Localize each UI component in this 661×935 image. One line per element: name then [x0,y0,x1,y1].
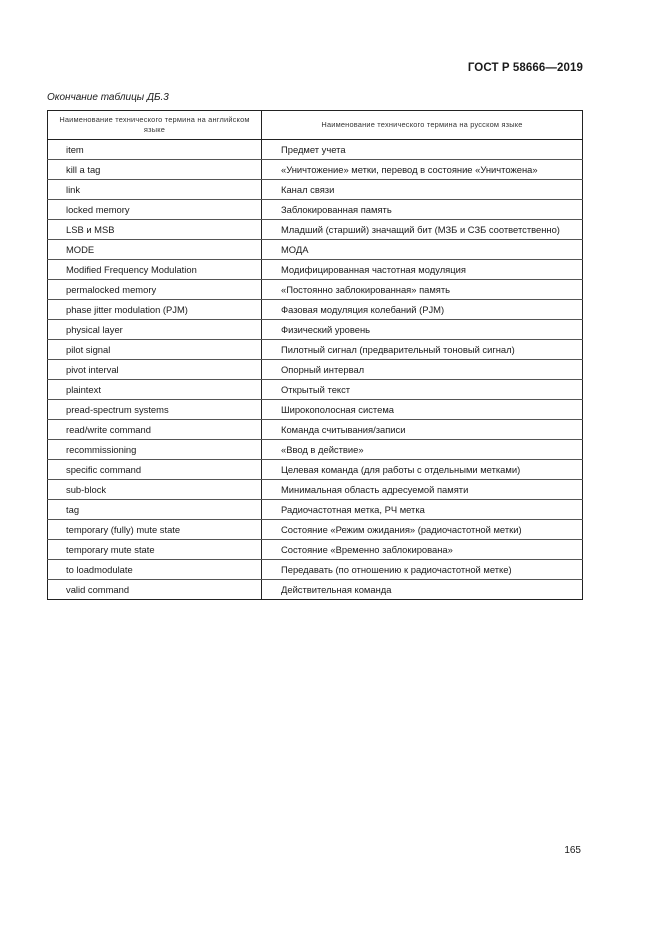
russian-term-cell: МОДА [262,240,583,260]
russian-term-cell: Фазовая модуляция колебаний (PJM) [262,300,583,320]
english-term-cell: specific command [48,460,262,480]
table-row [48,340,583,360]
russian-term-cell: Заблокированная память [262,200,583,220]
english-term-cell: permalocked memory [48,280,262,300]
english-term-cell: locked memory [48,200,262,220]
russian-term-cell: Опорный интервал [262,360,583,380]
english-term-cell: Modified Frequency Modulation [48,260,262,280]
header-english-term: Наименование технического термина на английском языке [48,111,262,140]
standard-code: ГОСТ Р 58666—2019 [467,62,583,74]
english-term-cell: pilot signal [48,340,262,360]
english-term-cell: recommissioning [48,440,262,460]
russian-term-cell: Состояние «Временно заблокирована» [262,540,583,560]
russian-term-cell: Минимальная область адресуемой памяти [262,480,583,500]
table-row [48,580,583,600]
table-row [48,220,583,240]
russian-term-cell: Предмет учета [262,140,583,160]
english-term-cell: link [48,180,262,200]
table-row [48,540,583,560]
russian-term-cell: Модифицированная частотная модуляция [262,260,583,280]
table-row [48,320,583,340]
english-term-cell: temporary mute state [48,540,262,560]
table-body [48,140,583,600]
russian-term-cell: «Постоянно заблокированная» память [262,280,583,300]
english-term-cell: item [48,140,262,160]
english-term-cell: plaintext [48,380,262,400]
english-term-cell: read/write command [48,420,262,440]
table-row [48,460,583,480]
english-term-cell: tag [48,500,262,520]
russian-term-cell: «Уничтожение» метки, перевод в состояние «Уничтожена» [262,160,583,180]
english-term-cell: kill a tag [48,160,262,180]
russian-term-cell: Состояние «Режим ожидания» (радиочастотной метки) [262,520,583,540]
table-row [48,240,583,260]
english-term-cell: pread-spectrum systems [48,400,262,420]
table-row [48,300,583,320]
russian-term-cell: Действительная команда [262,580,583,600]
english-term-cell: to loadmodulate [48,560,262,580]
table-row [48,180,583,200]
russian-term-cell: Радиочастотная метка, РЧ метка [262,500,583,520]
english-term-cell: valid command [48,580,262,600]
russian-term-cell: Канал связи [262,180,583,200]
english-term-cell: MODE [48,240,262,260]
english-term-cell: pivot interval [48,360,262,380]
english-term-cell: temporary (fully) mute state [48,520,262,540]
table-row [48,520,583,540]
table-row [48,500,583,520]
table-caption: Окончание таблицы ДБ.3 [47,92,169,103]
russian-term-cell: Передавать (по отношению к радиочастотной метке) [262,560,583,580]
table-row [48,160,583,180]
table-row [48,440,583,460]
table-row [48,420,583,440]
russian-term-cell: Младший (старший) значащий бит (МЗБ и СЗБ соответственно) [262,220,583,240]
russian-term-cell: Широкополосная система [262,400,583,420]
english-term-cell: LSB и MSB [48,220,262,240]
table-row [48,480,583,500]
table-row [48,360,583,380]
table-row [48,560,583,580]
table-row [48,400,583,420]
terms-table [47,110,583,600]
table-row [48,380,583,400]
russian-term-cell: Целевая команда (для работы с отдельными метками) [262,460,583,480]
russian-term-cell: Открытый текст [262,380,583,400]
english-term-cell: physical layer [48,320,262,340]
english-term-cell: phase jitter modulation (PJM) [48,300,262,320]
russian-term-cell: Команда считывания/записи [262,420,583,440]
english-term-cell: sub-block [48,480,262,500]
table-row [48,280,583,300]
table-row [48,140,583,160]
russian-term-cell: «Ввод в действие» [262,440,583,460]
header-russian-term: Наименование технического термина на русском языке [262,111,583,140]
table-header-row [48,111,583,140]
russian-term-cell: Пилотный сигнал (предварительный тоновый сигнал) [262,340,583,360]
table-row [48,260,583,280]
table-row [48,200,583,220]
russian-term-cell: Физический уровень [262,320,583,340]
page-number: 165 [564,845,581,856]
